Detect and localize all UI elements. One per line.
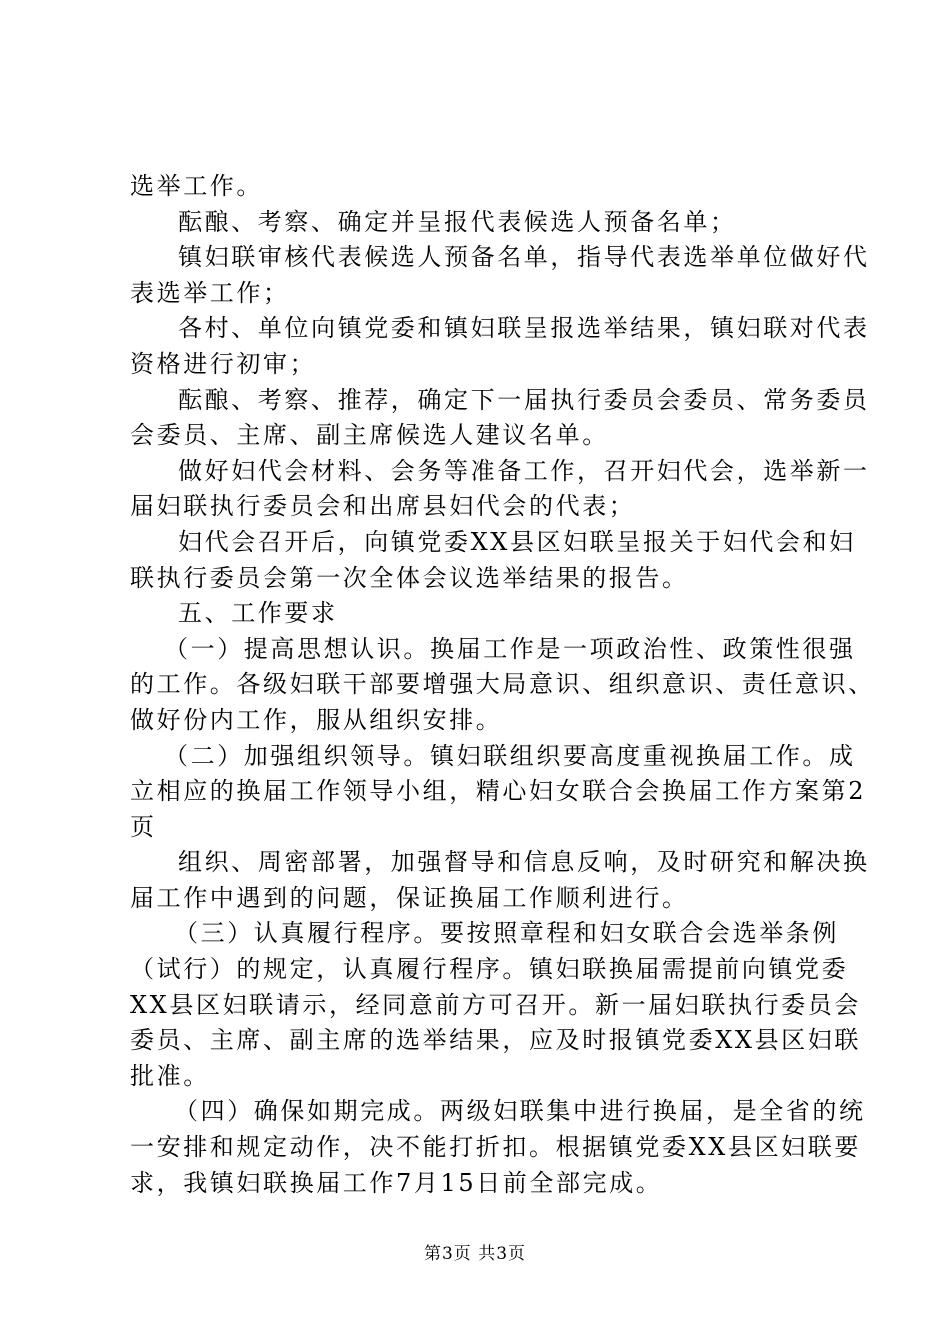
text-line: 一安排和规定动作，决不能打折扣。根据镇党委XX县区妇联要 [130, 1133, 861, 1162]
text-line: （三）认真履行程序。要按照章程和妇女联合会选举条例 [174, 919, 839, 948]
text-line: 的工作。各级妇联干部要增强大局意识、组织意识、责任意识、 [130, 670, 875, 699]
text-line: 届工作中遇到的问题，保证换届工作顺利进行。 [130, 883, 689, 912]
text-line: 各村、单位向镇党委和镇妇联呈报选举结果，镇妇联对代表 [178, 314, 870, 343]
text-line: 做好妇代会材料、会务等准备工作，召开妇代会，选举新一 [178, 456, 870, 485]
text-line: （四）确保如期完成。两级妇联集中进行换届，是全省的统 [174, 1097, 866, 1126]
text-line: 选举工作。 [130, 172, 263, 200]
document-body [130, 169, 875, 1201]
text-line: （试行）的规定，认真履行程序。镇妇联换届需提前向镇党委 [130, 955, 849, 984]
text-line: 求，我镇妇联换届工作7月15日前全部完成。 [130, 1168, 663, 1197]
text-line: 组织、周密部署，加强督导和信息反响，及时研究和解决换 [178, 848, 870, 877]
text-line: 委员、主席、副主席的选举结果，应及时报镇党委XX县区妇联 [130, 1026, 861, 1055]
text-line: 酝酿、考察、确定并呈报代表候选人预备名单； [178, 207, 737, 236]
text-line: 立相应的换届工作领导小组，精心妇女联合会换届工作方案第2 [130, 777, 867, 806]
text-line: 届妇联执行委员会和出席县妇代会的代表； [130, 492, 636, 521]
text-line: 批准。 [130, 1061, 210, 1090]
text-line: 资格进行初审； [130, 349, 317, 378]
text-line: 酝酿、考察、推荐，确定下一届执行委员会委员、常务委员 [178, 385, 870, 414]
text-line: XX县区妇联请示，经同意前方可召开。新一届妇联执行委员会 [130, 990, 861, 1019]
text-line: 联执行委员会第一次全体会议选举结果的报告。 [130, 563, 689, 592]
page-footer: 第3页 共3页 [423, 1244, 527, 1264]
text-line: （二）加强组织领导。镇妇联组织要高度重视换届工作。成 [164, 741, 856, 770]
text-line: 页 [130, 812, 157, 841]
section-heading: 五、工作要求 [178, 599, 338, 628]
text-line: 镇妇联审核代表候选人预备名单，指导代表选举单位做好代 [178, 243, 870, 272]
text-line: （一）提高思想认识。换届工作是一项政治性、政策性很强 [164, 634, 856, 663]
text-line: 表选举工作； [130, 278, 290, 307]
text-line: 做好份内工作，服从组织安排。 [130, 705, 503, 734]
text-line: 妇代会召开后，向镇党委XX县区妇联呈报关于妇代会和妇 [178, 527, 856, 556]
text-line: 会委员、主席、副主席候选人建议名单。 [130, 421, 609, 450]
